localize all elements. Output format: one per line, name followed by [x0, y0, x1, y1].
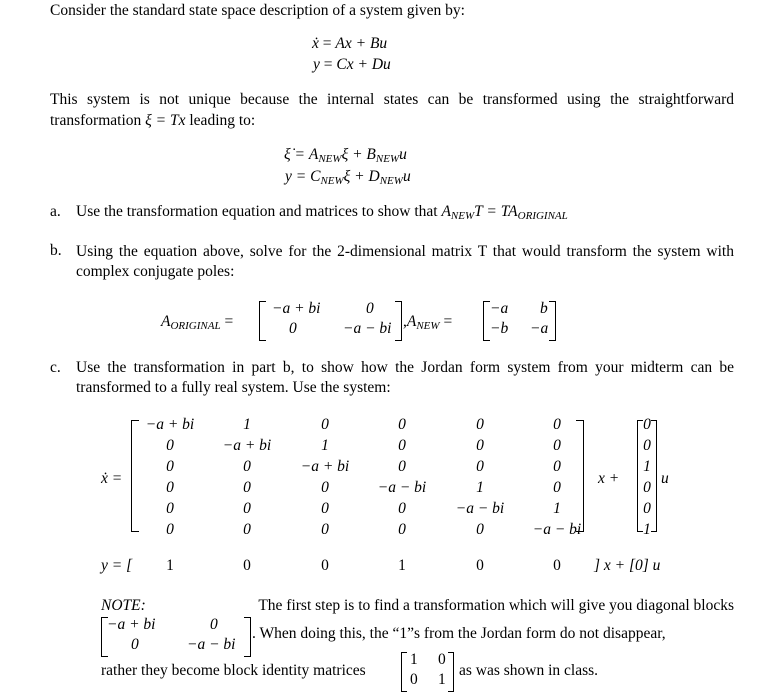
matrix-cell: 0: [553, 479, 561, 496]
matrix-cell: 0: [321, 479, 329, 496]
a-orig-cell: 0: [289, 320, 297, 337]
matrix-cell: 0: [553, 458, 561, 475]
a-new-label: [403, 313, 452, 331]
matrix-cell: 0: [243, 521, 251, 538]
matrix-cell: 0: [476, 521, 484, 538]
eq2-line1: ξ̇ = A: [284, 146, 319, 163]
note-label: NOTE:: [101, 597, 146, 614]
a-orig-cell: 0: [366, 300, 374, 317]
bracket-right: [549, 301, 556, 341]
matrix-bracket-right: [576, 420, 584, 532]
part-c-text: Use the transformation in part b, to show how the Jordan form system from your midterm can be transformed to a fully real system. Use the system:: [76, 359, 734, 396]
matrix-cell: −a + bi: [222, 437, 272, 454]
eq2-line1-end: u: [399, 146, 407, 163]
vector-cell: 0: [643, 416, 651, 433]
output-equation: [313, 56, 391, 74]
intro-text: Consider the standard state space description of a system given by:: [50, 2, 465, 19]
eq2-line2-mid: ξ + D: [343, 168, 380, 185]
vector-cell: 0: [643, 479, 651, 496]
matrix-cell: 0: [321, 500, 329, 517]
part-a-label: a.: [50, 203, 61, 220]
equals-sign: =: [220, 313, 234, 330]
block-cell: 0: [131, 636, 139, 653]
block-bracket-right: [244, 617, 251, 657]
matrix-cell: 0: [476, 416, 484, 433]
matrix-cell: 1: [476, 479, 484, 496]
identity-cell: 1: [410, 651, 418, 668]
comma: ,: [403, 313, 407, 330]
eq2-line2: y = C: [285, 168, 321, 185]
matrix-cell: 0: [321, 521, 329, 538]
matrix-cell: 0: [553, 416, 561, 433]
xdot-equals: ẋ =: [101, 470, 123, 487]
block-cell: −a + bi: [107, 616, 156, 633]
vector-bracket-right: [651, 420, 657, 532]
original-sub: ORIGINAL: [170, 320, 221, 332]
equals-sign: =: [318, 35, 336, 52]
bnew-sub: NEW: [375, 153, 400, 165]
matrix-cell: 0: [166, 458, 174, 475]
a-orig-cell: −a − bi: [343, 320, 392, 337]
identity-bracket-right: [448, 652, 454, 692]
a-new-cell: −b: [490, 320, 509, 337]
t-equals-ta: T = TA: [474, 203, 518, 220]
a-symbol: A: [161, 313, 171, 330]
a-symbol: A: [406, 313, 417, 330]
y-equals: y = [: [101, 557, 133, 574]
aoriginal-sub: ORIGINAL: [517, 210, 568, 222]
anew-sub: NEW: [318, 153, 342, 165]
vector-cell: 0: [643, 437, 651, 454]
equals-sign: =: [319, 56, 337, 73]
anew-sub: NEW: [450, 210, 475, 222]
part-c-label: c.: [50, 359, 61, 376]
output-cell: 0: [476, 557, 484, 574]
matrix-cell: 0: [398, 416, 406, 433]
matrix-cell: −a + bi: [300, 458, 350, 475]
note-line1: [101, 597, 734, 615]
vector-cell: 1: [643, 521, 651, 538]
y-symbol: y: [313, 56, 320, 73]
matrix-cell: 0: [321, 416, 329, 433]
note-text1: The first step is to find a transformation which will give you diagonal blocks: [258, 597, 734, 614]
anew-symbol: A: [441, 203, 451, 220]
vector-cell: 1: [643, 458, 651, 475]
matrix-cell: 0: [166, 437, 174, 454]
output-cell: 1: [166, 557, 174, 574]
new-output-equation: [285, 168, 411, 186]
matrix-cell: 0: [398, 437, 406, 454]
bracket-right: [395, 301, 402, 341]
eq2-line2-end: u: [402, 168, 411, 185]
output-cell: 0: [553, 557, 561, 574]
matrix-cell: 1: [553, 500, 561, 517]
state-equation: [312, 35, 387, 53]
vector-cell: 0: [643, 500, 651, 517]
output-cell: 1: [398, 557, 406, 574]
eq2-line1-mid: ξ + B: [341, 146, 376, 163]
part-b-label: b.: [50, 242, 62, 259]
part-b-text: Using the equation above, solve for the 2-dimensional matrix T that would transform the system with complex conjugate poles:: [76, 243, 734, 280]
part-a-body: Use the transformation equation and matrices to show that: [76, 203, 438, 220]
output-cell: 0: [243, 557, 251, 574]
matrix-cell: −a − bi: [532, 521, 582, 538]
matrix-cell: 0: [166, 521, 174, 538]
a-orig-cell: −a + bi: [272, 300, 321, 317]
note-text3: rather they become block identity matrices: [101, 662, 366, 679]
dnew-sub: NEW: [379, 175, 403, 187]
matrix-cell: 0: [476, 437, 484, 454]
matrix-cell: 0: [243, 500, 251, 517]
bracket-left: [259, 301, 266, 341]
paragraph-text: This system is not unique because the internal states can be transformed using the straightforward transformation: [50, 91, 734, 129]
equals-sign: =: [439, 313, 453, 330]
matrix-cell: 0: [398, 521, 406, 538]
a-new-cell: −a: [490, 300, 509, 317]
identity-cell: 1: [438, 671, 446, 688]
paragraph-tail: leading to:: [189, 112, 256, 129]
new-sub: NEW: [416, 320, 440, 332]
a-original-label: [161, 313, 233, 331]
matrix-cell: 0: [243, 479, 251, 496]
matrix-cell: −a − bi: [455, 500, 505, 517]
matrix-cell: 0: [476, 458, 484, 475]
new-state-equation: [284, 146, 407, 164]
matrix-cell: −a − bi: [377, 479, 427, 496]
note-text2: . When doing this, the “1”s from the Jordan form do not disappear,: [252, 625, 666, 642]
matrix-cell: 1: [321, 437, 329, 454]
transformation-math: ξ = Tx: [145, 112, 186, 129]
identity-bracket-left: [401, 652, 407, 692]
output-cell: 0: [321, 557, 329, 574]
u-symbol: u: [661, 470, 669, 487]
a-new-cell: −a: [530, 320, 549, 337]
block-cell: −a − bi: [187, 636, 236, 653]
y-tail: ] x + [0] u: [594, 557, 661, 574]
matrix-cell: 0: [166, 500, 174, 517]
a-new-cell: b: [540, 300, 548, 317]
state-rhs: Ax + Bu: [335, 35, 388, 52]
matrix-cell: 0: [398, 458, 406, 475]
matrix-cell: 0: [553, 437, 561, 454]
identity-cell: 0: [438, 651, 446, 668]
transformation-paragraph: [50, 89, 734, 131]
matrix-cell: 1: [243, 416, 251, 433]
matrix-cell: −a + bi: [145, 416, 195, 433]
output-rhs: Cx + Du: [336, 56, 391, 73]
part-a-text: [76, 203, 568, 221]
matrix-cell: 0: [398, 500, 406, 517]
block-cell: 0: [210, 616, 218, 633]
x-plus: x +: [598, 470, 620, 487]
matrix-cell: 0: [243, 458, 251, 475]
cnew-sub: NEW: [320, 175, 344, 187]
xdot-symbol: ẋ: [312, 35, 319, 52]
bracket-left: [483, 301, 490, 341]
identity-cell: 0: [410, 671, 418, 688]
note-text4: as was shown in class.: [459, 662, 599, 679]
matrix-cell: 0: [166, 479, 174, 496]
